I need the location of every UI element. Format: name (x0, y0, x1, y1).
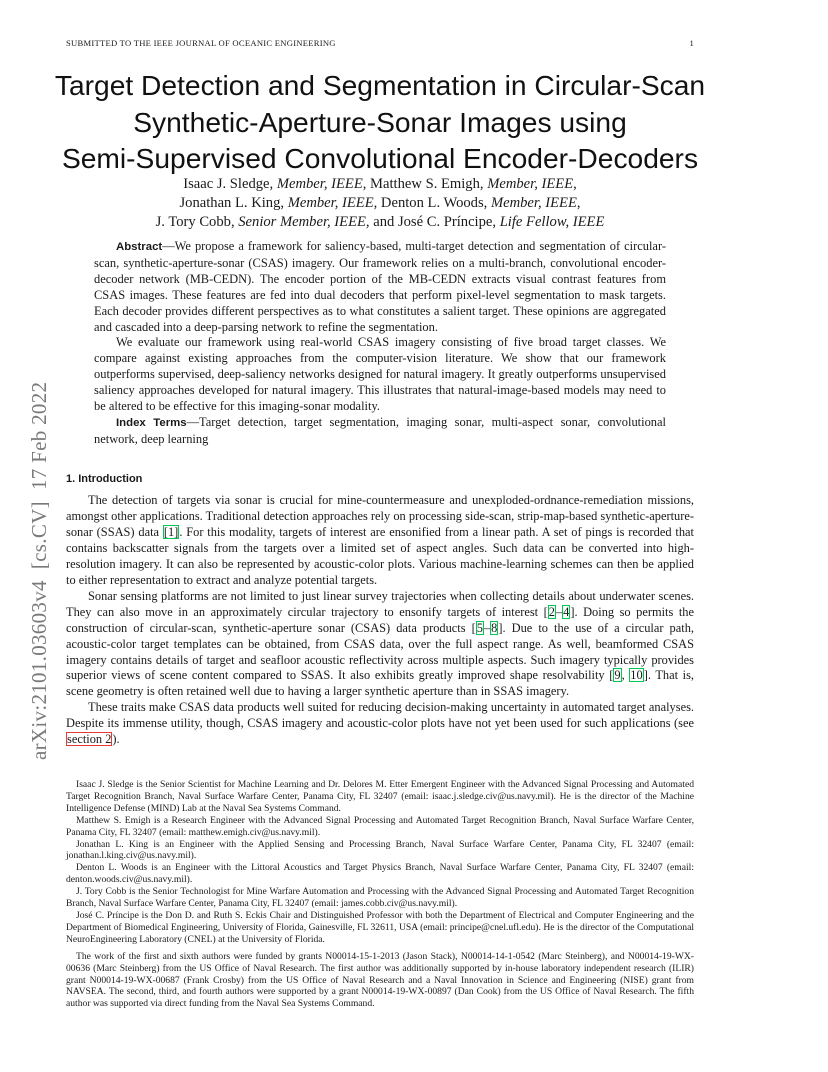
separator: , (621, 668, 630, 683)
footnote-emigh: Matthew S. Emigh is a Research Engineer with the Advanced Signal Processing and Automated Target Recognition Branch, Naval Surface Warfare Center, Panama City, FL 32407 (email: matthew.emigh.civ@us.navy.mil). (66, 814, 694, 838)
arxiv-stamp-text: arXiv:2101.03603v4 [cs.CV] 17 Feb 2022 (27, 381, 51, 760)
footnote-king: Jonathan L. King is an Engineer with the Applied Sensing and Processing Branch, Naval Surface Warfare Center, Panama City, FL 32407 (email: jonathan.l.king.civ@us.navy.mil). (66, 838, 694, 862)
citation-link[interactable]: 4 (563, 604, 570, 619)
abstract (94, 239, 666, 448)
author-name: Jonathan L. King, (179, 195, 288, 211)
journal-name: SUBMITTED TO THE IEEE JOURNAL OF OCEANIC ENGINEERING (66, 38, 336, 48)
author-name: Isaac J. Sledge, (183, 176, 277, 192)
index-terms-text: —Target detection, target segmentation, imaging sonar, multi-aspect sonar, convolutional network, deep learning (94, 414, 666, 446)
page-number: 1 (689, 38, 694, 48)
author-name: J. Tory Cobb, (155, 214, 239, 230)
citation-link[interactable]: [1] (163, 524, 179, 539)
title-line-1: Target Detection and Segmentation in Circular-Scan (54, 69, 706, 101)
index-terms-label: Index Terms (116, 416, 187, 429)
author-name: , and José C. Príncipe, (365, 214, 500, 230)
running-header (66, 38, 694, 48)
footnote-woods: Denton L. Woods is an Engineer with the Littoral Acoustics and Target Physics Branch, Naval Surface Warfare Center, Panama City, FL 32407 (email: denton.woods.civ@us.navy.mil). (66, 862, 694, 886)
author-role: Member, IEEE (276, 176, 363, 192)
author-role: Member, IEEE (490, 195, 577, 211)
separator: – (555, 604, 563, 619)
author-role: Senior Member, IEEE (238, 214, 366, 230)
abstract-label: Abstract (116, 241, 163, 253)
author-list (40, 175, 720, 232)
abstract-paragraph-1 (94, 239, 666, 335)
paragraph-text: ). (112, 732, 120, 747)
footnote-funding: The work of the first and sixth authors were funded by grants N00014-15-1-2013 (Jason Stack), N00014-14-1-0542 (Marc Steinberg), and N00014-19-WX-00636 (Marc Steinberg) from the US Office of Naval Research. The first author was additionally supported by in-house laboratory independent research (ILIR) grant N00014-19-WX-00687 (Frank Crosby) from the US Office of Naval Research and a Naval Innovation in Science and Engineering (NISE) grant from NAVSEA. The second, third, and fourth authors were supported by a grant N00014-19-WX-00897 (Dan Cook) from the US Office of Naval Research. The fifth author was supported via direct funding from the Naval Sea Systems Command. (66, 950, 694, 1010)
author-line-3 (40, 213, 720, 232)
author-name: , Denton L. Woods, (373, 195, 491, 211)
author-role: Member, IEEE (487, 176, 574, 192)
title-line-3: Semi-Supervised Convolutional Encoder-Decoders (61, 142, 699, 174)
author-line-1 (40, 175, 720, 194)
citation-link[interactable]: 2 (548, 604, 555, 619)
citation-link[interactable]: 8 (491, 620, 498, 635)
paper-title (40, 67, 720, 177)
citation-link[interactable]: 9 (614, 668, 621, 683)
separator: , (576, 195, 581, 211)
author-role: Life Fellow, IEEE (499, 214, 605, 230)
title-line-2: Synthetic-Aperture-Sonar Images using (133, 105, 627, 138)
abstract-paragraph-2: We evaluate our framework using real-world CSAS imagery consisting of five broad target classes. We compare against existing approaches from the computer-vision literature. We show that our framework outperforms supervised, deep-saliency networks designed for natural imagery. It greatly outperforms unsupervised saliency approaches developed for natural imagery. This illustrates that natural-image-based models may need to be altered to be effective for this imaging-sonar modality. (94, 335, 666, 414)
section-link[interactable]: section 2 (67, 732, 112, 747)
arxiv-stamp (27, 280, 57, 760)
intro-paragraph-2 (66, 589, 694, 701)
citation-link[interactable]: 10 (630, 668, 643, 683)
citation-link[interactable]: 5 (476, 620, 483, 635)
separator: – (483, 620, 491, 635)
footnotes (66, 779, 694, 1010)
author-name: , Matthew S. Emigh, (362, 176, 488, 192)
separator: , (573, 176, 577, 192)
paragraph-text: ]. That is, scene geometry is often retained well due to having a larger synthetic aperture than in SSAS imagery. (66, 668, 695, 699)
paragraph-text: . For this modality, targets of interest are ensonified from a linear path. A set of pings is recorded that contains backscatter signals from the targets over a limited set of aspect angles. Such data can be converted into high-resolution imagery. It can also be represented by acoustic-color plots. Various machine-learning schemes can then be applied to either representation to extract and analyze potential targets. (66, 524, 694, 587)
paragraph-text: Sonar sensing platforms are not limited to just linear survey trajectories when collecting details about underwater scenes. They can also move in an approximately circular trajectory to ensonify targets of interest [ (66, 588, 694, 619)
paragraph-text: The detection of targets via sonar is crucial for mine-countermeasure and unexploded-ordnance-remediation missions, amongst other applications. Traditional detection approaches rely on processing side-scan, strip-map-based synthetic-aperture-sonar (SSAS) data (66, 493, 694, 539)
author-role: Member, IEEE (287, 195, 374, 211)
paragraph-text: ]. Doing so permits the construction of circular-scan, synthetic-aperture sonar (CSAS) data products [ (66, 604, 694, 635)
footnote-principe: José C. Príncipe is the Don D. and Ruth S. Eckis Chair and Distinguished Professor with both the Department of Electrical and Computer Engineering and the Department of Biomedical Engineering, University of Florida, Gainesville, FL 32611, USA (email: principe@cnel.ufl.edu). He is the director of the Computational NeuroEngineering Laboratory (CNEL) at the University of Florida. (66, 909, 694, 945)
abstract-text: —We propose a framework for saliency-based, multi-target detection and segmentation of circular-scan, synthetic-aperture-sonar (CSAS) imagery. Our framework relies on a multi-branch, convolutional encoder-decoder network (MB-CEDN). The encoder portion of the MB-CEDN extracts visual contrast features from CSAS images. These features are fed into dual decoders that perform pixel-level segmentation to mask targets. Each decoder provides different perspectives as to what constitutes a salient target. These opinions are aggregated and cascaded into a deep-parsing network to refine the segmentation. (94, 239, 666, 334)
paragraph-text: ]. Due to the use of a circular path, acoustic-color target templates can be obtained, from CSAS data, over the full aspect range. As well, beamformed CSAS imagery contains details of target and seafloor acoustic reflectivity across multiple aspects. Such imagery typically provides superior views of scene content compared to SSAS. It also exhibits greatly improved shape resolvability [ (66, 620, 694, 683)
footnote-cobb: J. Tory Cobb is the Senior Technologist for Mine Warfare Automation and Processing with the Advanced Signal Processing and Automated Target Recognition Branch, Naval Surface Warfare Center, Panama City, FL 32407 (email: james.cobb.civ@us.navy.mil). (66, 886, 694, 910)
section-heading: 1. Introduction (66, 473, 143, 485)
introduction-body (66, 493, 694, 748)
intro-paragraph-3 (66, 700, 694, 748)
author-line-2 (40, 194, 720, 213)
intro-paragraph-1 (66, 493, 694, 589)
paragraph-text: These traits make CSAS data products well suited for reducing decision-making uncertainty in automated target analyses. Despite its immense utility, though, CSAS imagery and acoustic-color plots have not yet been used for such applications (see (66, 700, 694, 731)
footnote-sledge: Isaac J. Sledge is the Senior Scientist for Machine Learning and Dr. Delores M. Etter Emergent Engineer with the Advanced Signal Processing and Automated Target Recognition Branch, Naval Surface Warfare Center, Panama City, FL 32407 (email: isaac.j.sledge.civ@us.navy.mil). He is the director of the Machine Intelligence Defense (MIND) Lab at the Naval Sea Systems Command. (66, 779, 694, 814)
index-terms (94, 415, 666, 448)
